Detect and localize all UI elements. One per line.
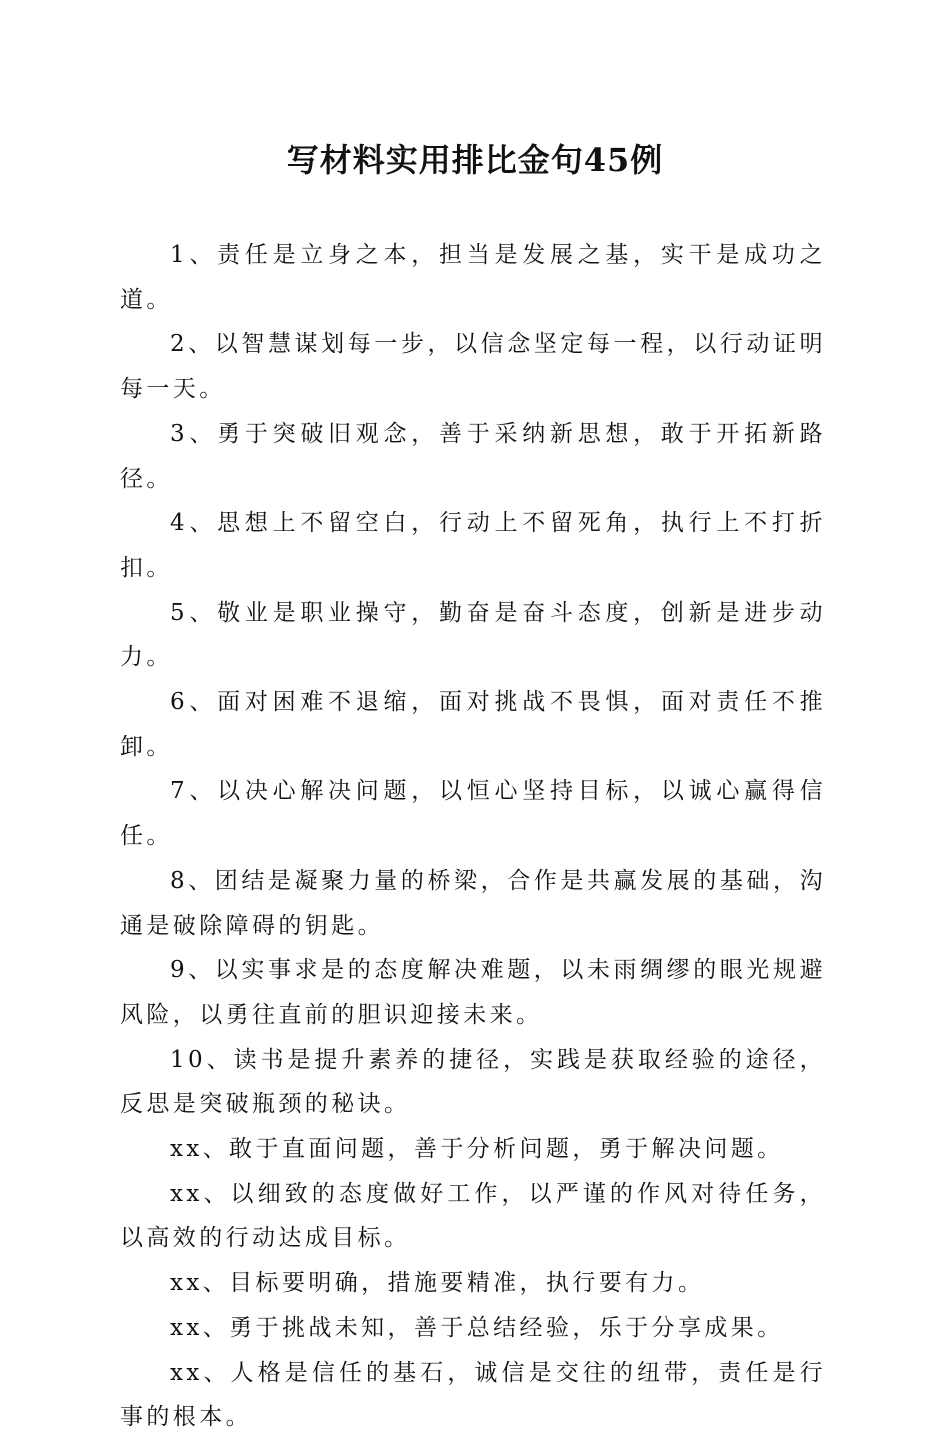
paragraph-13: xx、目标要明确，措施要精准，执行要有力。 bbox=[170, 1270, 705, 1297]
paragraph-8: 8、团结是凝聚力量的桥梁，合作是共赢发展的基础，沟通是破除障碍的钥匙。 bbox=[120, 867, 826, 939]
document-title: 写材料实用排比金句45例 bbox=[286, 141, 664, 179]
document-body bbox=[120, 233, 826, 1440]
paragraph-4: 4、思想上不留空白，行动上不留死角，执行上不打折扣。 bbox=[120, 510, 826, 581]
paragraph-2: 2、以智慧谋划每一步，以信念坚定每一程，以行动证明每一天。 bbox=[120, 331, 826, 403]
paragraph-1: 1、责任是立身之本，担当是发展之基，实干是成功之道。 bbox=[120, 242, 826, 313]
paragraph-15: xx、人格是信任的基石，诚信是交往的纽带，责任是行事的根本。 bbox=[120, 1359, 826, 1431]
paragraph-10: 10、读书是提升素养的捷径，实践是获取经验的途径，反思是突破瓶颈的秘诀。 bbox=[120, 1046, 826, 1118]
paragraph-12: xx、以细致的态度做好工作，以严谨的作风对待任务，以高效的行动达成目标。 bbox=[120, 1180, 826, 1252]
paragraph-11: xx、敢于直面问题，善于分析问题，勇于解决问题。 bbox=[170, 1136, 784, 1163]
paragraph-9: 9、以实事求是的态度解决难题，以未雨绸缪的眼光规避风险，以勇往直前的胆识迎接未来。 bbox=[120, 957, 826, 1028]
paragraph-14: xx、勇于挑战未知，善于总结经验，乐于分享成果。 bbox=[170, 1314, 784, 1341]
paragraph-6: 6、面对困难不退缩，面对挑战不畏惧，面对责任不推卸。 bbox=[120, 689, 826, 760]
paragraph-7: 7、以决心解决问题，以恒心坚持目标，以诚心赢得信任。 bbox=[120, 778, 826, 850]
paragraph-5: 5、敬业是职业操守，勤奋是奋斗态度，创新是进步动力。 bbox=[120, 599, 826, 671]
paragraph-3: 3、勇于突破旧观念，善于采纳新思想，敢于开拓新路径。 bbox=[120, 420, 826, 492]
